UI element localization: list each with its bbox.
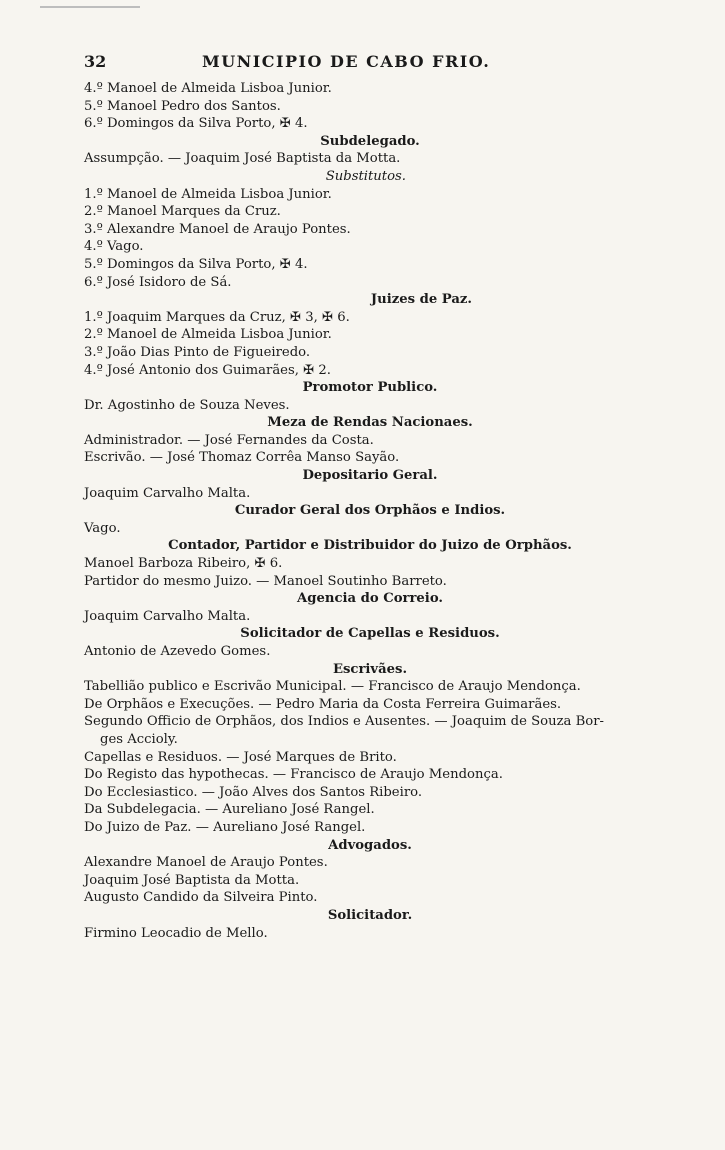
list-item: 4.º Manoel de Almeida Lisboa Junior. xyxy=(84,81,332,96)
list-item: Administrador. — José Fernandes da Costa. xyxy=(84,432,374,448)
section-heading-subdelegado: Subdelegado. xyxy=(320,133,420,149)
page-number: 32 xyxy=(84,52,107,71)
list-item: Joaquim Carvalho Malta. xyxy=(84,485,251,501)
list-item: Do Ecclesiastico. — João Alves dos Santos Ribeiro. xyxy=(84,784,423,800)
section-heading-solicitador-capellas: Solicitador de Capellas e Residuos. xyxy=(240,626,500,642)
section-heading-depositario: Depositario Geral. xyxy=(302,468,438,484)
list-item: Do Juizo de Paz. — Aureliano José Rangel. xyxy=(84,819,366,835)
page-header xyxy=(84,52,644,76)
list-item: Assumpção. — Joaquim José Baptista da Motta. xyxy=(84,151,401,167)
section-heading-escrivaes: Escrivães. xyxy=(332,661,408,677)
list-item: Capellas e Residuos. — José Marques de Brito. xyxy=(84,749,397,765)
list-item: 1.º Joaquim Marques da Cruz, ✠ 3, ✠ 6. xyxy=(84,309,350,325)
list-item: Vago. xyxy=(84,520,121,536)
section-heading-correio: Agencia do Correio. xyxy=(297,591,443,607)
list-item: Antonio de Azevedo Gomes. xyxy=(84,644,271,659)
list-item: Joaquim Carvalho Malta. xyxy=(84,608,251,624)
list-item: 3.º João Dias Pinto de Figueiredo. xyxy=(84,344,311,360)
section-subheading-substitutos: Substitutos. xyxy=(325,168,406,184)
list-item: Tabellião publico e Escrivão Municipal. — Francisco de Araujo Mendonça. xyxy=(84,679,581,695)
list-item: Joaquim José Baptista da Motta. xyxy=(84,872,300,888)
list-item: 4.º Vago. xyxy=(84,239,144,255)
list-item-continuation: ges Accioly. xyxy=(100,731,178,747)
page-content xyxy=(84,80,656,942)
section-heading-advogados: Advogados. xyxy=(328,837,412,853)
list-item: Firmino Leocadio de Mello. xyxy=(84,925,268,941)
list-item: 2.º Manoel de Almeida Lisboa Junior. xyxy=(84,327,332,343)
section-heading-solicitador: Solicitador. xyxy=(327,907,413,923)
list-item: 5.º Manoel Pedro dos Santos. xyxy=(84,98,281,114)
list-item: Do Registo das hypothecas. — Francisco de Araujo Mendonça. xyxy=(84,767,503,783)
section-heading-contador: Contador, Partidor e Distribuidor do Juizo de Orphãos. xyxy=(168,538,572,554)
section-heading-promotor: Promotor Publico. xyxy=(302,380,438,396)
list-item: Augusto Candido da Silveira Pinto. xyxy=(84,890,318,906)
list-item: 1.º Manoel de Almeida Lisboa Junior. xyxy=(84,186,332,202)
section-heading-curador: Curador Geral dos Orphãos e Indios. xyxy=(234,503,506,519)
list-item: Partidor do mesmo Juizo. — Manoel Soutinho Barreto. xyxy=(84,573,447,589)
list-item: Escrivão. — José Thomaz Corrêa Manso Sayão. xyxy=(84,450,400,466)
list-item: 6.º José Isidoro de Sá. xyxy=(84,274,232,290)
list-item: 4.º José Antonio dos Guimarães, ✠ 2. xyxy=(84,362,331,378)
list-item: 5.º Domingos da Silva Porto, ✠ 4. xyxy=(84,256,308,272)
section-heading-juizes-de-paz: Juizes de Paz. xyxy=(370,292,472,308)
list-item: 3.º Alexandre Manoel de Araujo Pontes. xyxy=(84,221,351,237)
list-item: 2.º Manoel Marques da Cruz. xyxy=(84,204,281,220)
scan-artifact-line xyxy=(40,6,140,8)
list-item: Segundo Officio de Orphãos, dos Indios e Ausentes. — Joaquim de Souza Bor- xyxy=(84,714,604,730)
list-item: De Orphãos e Execuções. — Pedro Maria da Costa Ferreira Guimarães. xyxy=(84,696,562,712)
list-item: Manoel Barboza Ribeiro, ✠ 6. xyxy=(84,556,283,572)
section-heading-meza-rendas: Meza de Rendas Nacionaes. xyxy=(267,415,473,431)
list-item: Alexandre Manoel de Araujo Pontes. xyxy=(84,855,328,871)
running-title: MUNICIPIO DE CABO FRIO. xyxy=(202,52,491,71)
list-item: 6.º Domingos da Silva Porto, ✠ 4. xyxy=(84,116,308,132)
list-item: Dr. Agostinho de Souza Neves. xyxy=(84,397,290,413)
list-item: Da Subdelegacia. — Aureliano José Rangel. xyxy=(84,802,375,818)
